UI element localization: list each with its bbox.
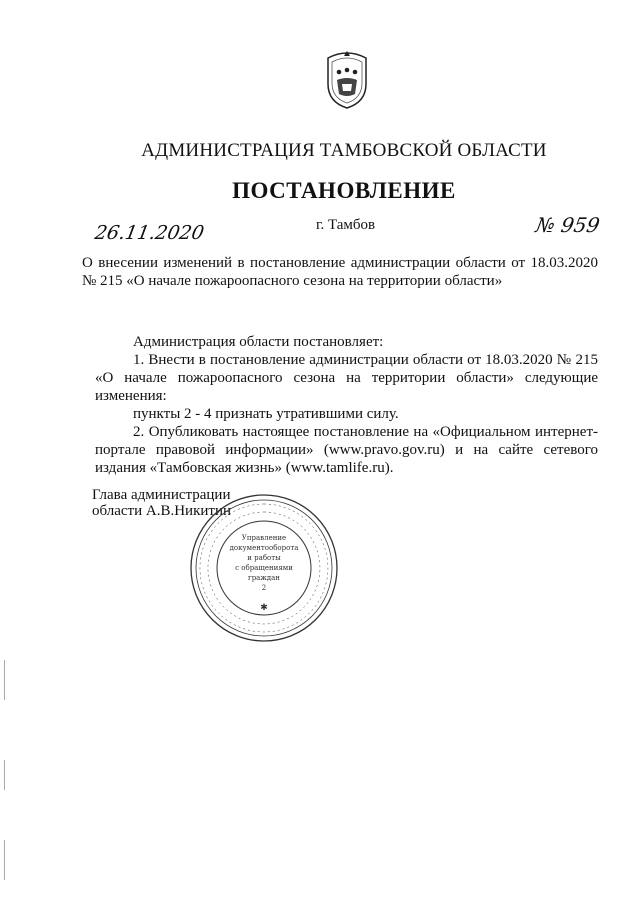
official-stamp <box>188 492 340 644</box>
signature-title: Глава администрации <box>92 487 231 503</box>
agency-title: АДМИНИСТРАЦИЯ ТАМБОВСКОЙ ОБЛАСТИ <box>141 140 547 161</box>
body-item-1: 1. Внести в постановление администрации области от 18.03.2020 № 215 «О начале пожароопасного сезона на территории области» следующие изменения: <box>95 352 598 404</box>
scan-margin-mark <box>4 840 5 880</box>
stamp-inner-line-1: Управление <box>241 534 287 542</box>
stamp-inner-line-4: с обращениями <box>235 564 293 572</box>
scan-margin-mark <box>4 760 5 790</box>
scan-margin-mark <box>4 660 5 700</box>
document-body <box>95 333 598 477</box>
document-subject: О внесении изменений в постановление администрации области от 18.03.2020 № 215 «О начале пожароопасного сезона на территории области» <box>82 255 598 289</box>
stamp-inner-line-6: 2 <box>261 584 267 592</box>
stamp-inner-line-3: и работы <box>247 554 281 562</box>
signature-name: области А.В.Никитин <box>92 503 232 519</box>
coat-of-arms-emblem <box>322 50 372 110</box>
stamp-inner-line-2: документооборота <box>229 544 299 552</box>
body-item-2: 2. Опубликовать настоящее постановление на «Официальном интернет-портале правовой информации» (www.pravo.gov.ru) и на сайте сетевого издания «Тамбовская жизнь» (www.tamlife.ru). <box>95 424 598 476</box>
handwritten-document-number: № 959 <box>533 213 602 237</box>
svg-text:✱: ✱ <box>260 603 268 613</box>
handwritten-date: 26.11.2020 <box>93 222 206 244</box>
document-type-heading: ПОСТАНОВЛЕНИЕ <box>232 178 456 203</box>
body-intro: Администрация области постановляет: <box>133 334 384 350</box>
stamp-inner-line-5: граждан <box>248 574 280 582</box>
body-item-1-sub: пункты 2 - 4 признать утратившими силу. <box>133 406 399 422</box>
city-label: г. Тамбов <box>316 217 376 233</box>
